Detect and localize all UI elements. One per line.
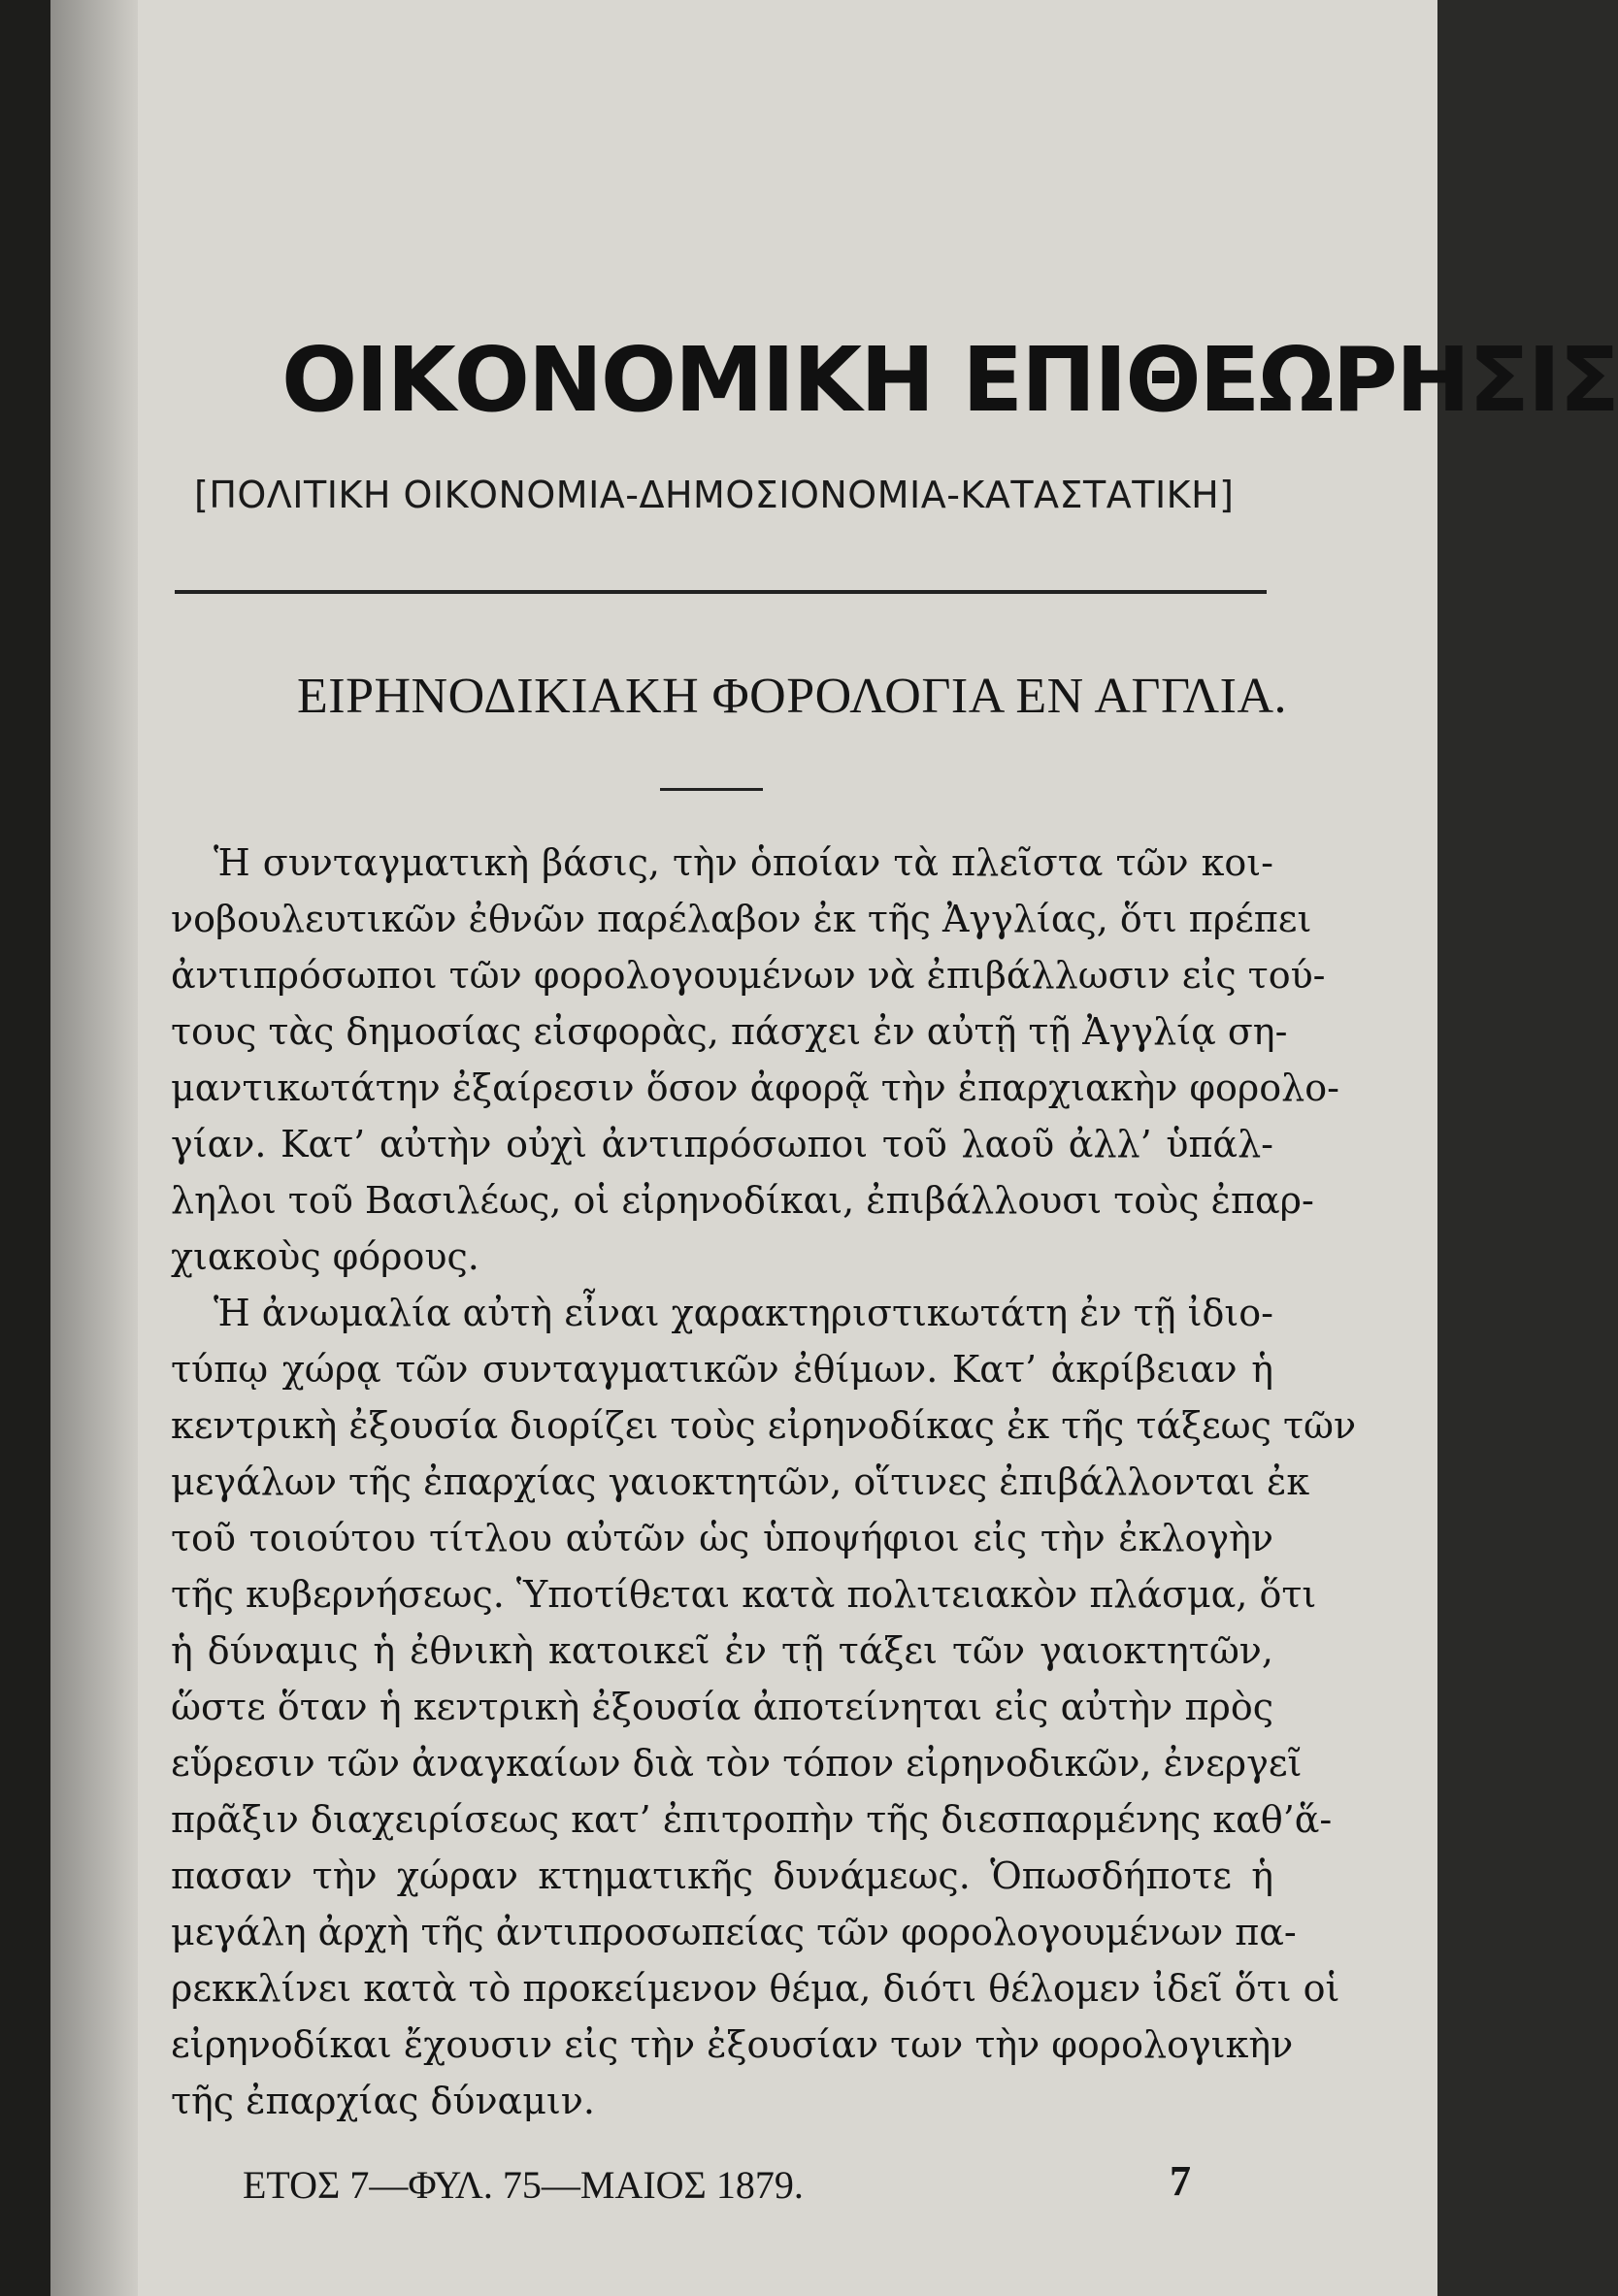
body-line: εὕρεσιν τῶν ἀναγκαίων διὰ τὸν τόπον εἰρηνοδικῶν, ἐνεργεῖ: [171, 1742, 1303, 1785]
article-title: ΕΙΡΗΝΟΔΙΚΙΑΚΗ ΦΟΡΟΛΟΓΙΑ ΕΝ ΑΓΓΛΙΑ.: [297, 669, 1288, 724]
body-line: μεγάλων τῆς ἐπαρχίας γαιοκτητῶν, οἵτινες ἐπιβάλλονται ἐκ: [171, 1460, 1310, 1503]
binding-gutter: [0, 0, 50, 2296]
binding-shadow: [50, 0, 138, 2296]
body-line: ληλοι τοῦ Βασιλέως, οἱ εἰρηνοδίκαι, ἐπιβάλλουσι τοὺς ἐπαρ-: [171, 1179, 1314, 1222]
body-line: πασαν τὴν χώραν κτηματικῆς δυνάμεως. Ὁπωσδήποτε ἡ: [171, 1854, 1273, 1897]
body-line: τῆς ἐπαρχίας δύναμιν.: [171, 2080, 595, 2122]
issue-footer: ΕΤΟΣ 7—ΦΥΛ. 75—ΜΑΙΟΣ 1879.: [243, 2163, 804, 2207]
body-line: τους τὰς δημοσίας εἰσφορὰς, πάσχει ἐν αὐτῇ τῇ Ἀγγλίᾳ ση-: [171, 1010, 1288, 1053]
body-line: τῆς κυβερνήσεως. Ὑποτίθεται κατὰ πολιτειακὸν πλάσμα, ὅτι: [171, 1573, 1317, 1616]
journal-subtitle: [ΠΟΛΙΤΙΚΗ ΟΙΚΟΝΟΜΙΑ-ΔΗΜΟΣΙΟΝΟΜΙΑ-ΚΑΤΑΣΤΑΤΙΚΗ]: [194, 474, 1235, 516]
body-line: ἡ δύναμις ἡ ἐθνικὴ κατοικεῖ ἐν τῇ τάξει τῶν γαιοκτητῶν,: [171, 1629, 1273, 1672]
body-line: τοῦ τοιούτου τίτλου αὐτῶν ὡς ὑποψήφιοι εἰς τὴν ἐκλογὴν: [171, 1517, 1273, 1559]
body-line: ρεκκλίνει κατὰ τὸ προκείμενον θέμα, διότι θέλομεν ἰδεῖ ὅτι οἱ: [171, 1967, 1340, 2010]
body-line: μαντικωτάτην ἐξαίρεσιν ὅσον ἀφορᾷ τὴν ἐπαρχιακὴν φορολο-: [171, 1066, 1339, 1109]
body-line: Ἡ ἀνωμαλία αὐτὴ εἶναι χαρακτηριστικωτάτη ἐν τῇ ἰδιο-: [214, 1292, 1274, 1334]
body-line: γίαν. Κατ’ αὐτὴν οὐχὶ ἀντιπρόσωποι τοῦ λαοῦ ἀλλ’ ὑπάλ-: [171, 1123, 1273, 1165]
body-line: πρᾶξιν διαχειρίσεως κατ’ ἐπιτροπὴν τῆς διεσπαρμένης καθ’ἅ-: [171, 1798, 1333, 1841]
article-body: [171, 835, 1357, 2129]
page-number: 7: [1170, 2157, 1191, 2205]
body-line: τύπῳ χώρᾳ τῶν συνταγματικῶν ἐθίμων. Κατ’ ἀκρίβειαν ἡ: [171, 1348, 1273, 1391]
body-line: εἰρηνοδίκαι ἔχουσιν εἰς τὴν ἐξουσίαν των τὴν φορολογικὴν: [171, 2023, 1294, 2066]
title-divider: [660, 788, 763, 791]
body-line: κεντρικὴ ἐξουσία διορίζει τοὺς εἰρηνοδίκας ἐκ τῆς τάξεως τῶν: [171, 1404, 1357, 1447]
body-line: νοβουλευτικῶν ἐθνῶν παρέλαβον ἐκ τῆς Ἀγγλίας, ὅτι πρέπει: [171, 898, 1312, 940]
journal-masthead: ΟΙΚΟΝΟΜΙΚΗ ΕΠΙΘΕΩΡΗΣΙΣ: [281, 328, 1618, 432]
body-line: ὥστε ὅταν ἡ κεντρικὴ ἐξουσία ἀποτείνηται εἰς αὐτὴν πρὸς: [171, 1686, 1273, 1728]
body-line: Ἡ συνταγματικὴ βάσις, τὴν ὁποίαν τὰ πλεῖστα τῶν κοι-: [214, 841, 1273, 884]
body-line: μεγάλη ἀρχὴ τῆς ἀντιπροσωπείας τῶν φορολογουμένων πα-: [171, 1911, 1297, 1953]
body-line: ἀντιπρόσωποι τῶν φορολογουμένων νὰ ἐπιβάλλωσιν εἰς τού-: [171, 954, 1326, 997]
body-line: χιακοὺς φόρους.: [171, 1235, 479, 1278]
header-divider: [175, 590, 1267, 594]
